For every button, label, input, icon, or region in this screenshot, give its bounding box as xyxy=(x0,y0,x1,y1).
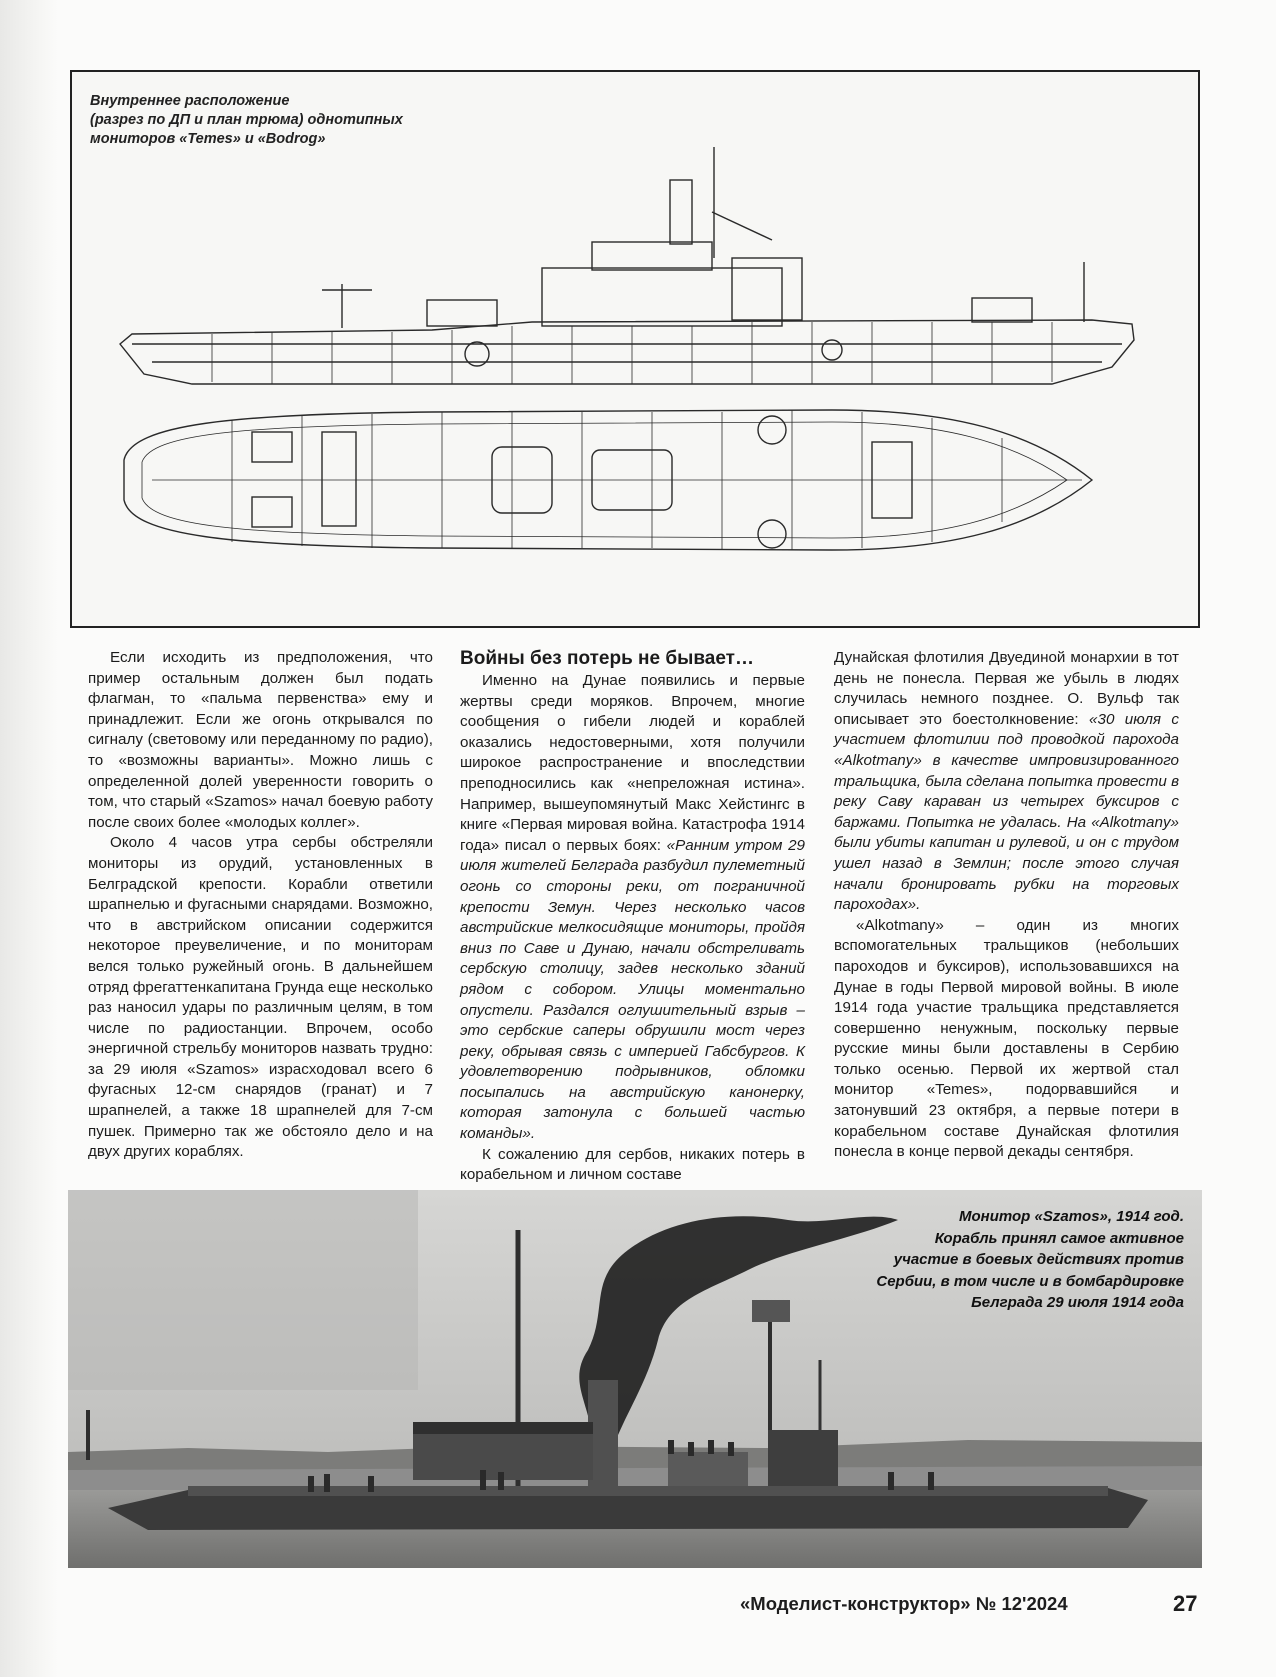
ship-drawing xyxy=(72,72,1202,630)
footer-journal-title: «Моделист-конструктор» № 12'2024 xyxy=(740,1593,1068,1614)
superstructure xyxy=(542,268,782,326)
photo-caption-line: Корабль принял самое активное xyxy=(934,1229,1184,1247)
page-gutter-shadow xyxy=(0,0,58,1677)
text-column-2 xyxy=(460,648,805,1186)
drawing-caption-line: мониторов «Temes» и «Bodrog» xyxy=(90,131,326,147)
paragraph xyxy=(460,671,805,1145)
photo-caption xyxy=(754,1206,1184,1314)
ship-drawing-figure xyxy=(70,70,1200,628)
turret-fore-upper xyxy=(758,416,786,444)
paragraph: К сожалению для сербов, никаких потерь в корабельном и личном составе xyxy=(460,1145,805,1184)
paragraph: «Alkotmany» – один из многих вспомогательных тральщиков (небольших пароходов и буксиров), использовавшихся на Дунае в годы Первой мировой войны. В июле 1914 года участие тральщика представляется совершенно ненужным, поскольку первые русские мины были доставлены в Сербию только осенью. Первой их жертвой стал монитор «Temes», подорвавшийся и затонувший 23 октября, а первые потери в корабельном составе Дунайская флотилия понесла в конце первой декады сентября. xyxy=(834,916,1179,1161)
quote-text: «30 июля с участием флотилии под проводкой парохода «Alkotmany» в качестве импровизированного тральщика, была сделана попытка провести в реку Саву караван из четырех буксиров с баржами. Попытка не удалась. На «Alkotmany» были убиты капитан и рулевой, и он с трудом ушел назад в Землин; после этого случая начали бронировать рубки на торговых пароходах». xyxy=(834,710,1179,914)
paragraph: Если исходить из предположения, что пример остальным должен был подать флагман, то «пальма первенства» ему и принадлежит. Если же огонь открывался по сигналу (световому или переданному по радио), то «возможны варианты». Можно лишь с определенной долей уверенности говорить о том, что старый «Szamos» начал боевую работу после своих более «молодых коллег». xyxy=(88,649,433,831)
page-number: 27 xyxy=(1173,1591,1198,1616)
paragraph: Около 4 часов утра сербы обстреляли мониторы из орудий, установленных в Белградской крепости. Корабли ответили шрапнелью и фугасными снарядами. Возможно, что в австрийском описании содержится некоторое преувеличение, и по мониторам велся только ружейный огонь. В дальнейшем отряд фрегаттенкапитана Грунда еще несколько раз наносил удары по различным целям, в том числе по радиостанции. Впрочем, особо энергичной стрельбу мониторов назвать трудно: за 29 июля «Szamos» израсходовал всего 6 фугасных 12-см снарядов (гранат) и 7 шрапнелей, а также 18 шрапнелей для 7-см пушек. Примерно так же обстояло дело и на двух других кораблях. xyxy=(88,834,433,1161)
paragraph xyxy=(834,648,1179,916)
photo-caption-line: участие в боевых действиях против xyxy=(893,1251,1184,1268)
drawing-caption-line: (разрез по ДП и план трюма) однотипных xyxy=(90,112,403,128)
funnel xyxy=(670,180,692,244)
text-column-3 xyxy=(834,648,1179,1163)
text-column-1 xyxy=(88,648,433,1163)
photo-caption-line: Сербии, в том числе и в бомбардировке xyxy=(876,1272,1184,1290)
turret-fore-lower xyxy=(758,520,786,548)
quote-text: «Ранним утром 29 июля жителей Белграда разбудил пулеметный огонь со стороны реки, от пограничной крепости Земун. Через несколько часов австрийские мелкосидящие мониторы, пройдя вниз по Саве и Дунаю, начали обстреливать сербскую столицу, задев несколько зданий рядом с собором. Улицы моментально опустели. Раздался оглушительный взрыв – это сербские саперы обрушили мост через реку, обрывая связь с империей Габсбургов. К удовлетворению подрывников, обломки посыпались на австрийскую канонерку, которая затонула с большей частью команды». xyxy=(460,836,806,1143)
section-heading: Войны без потерь не бывает… xyxy=(460,648,754,669)
drawing-caption xyxy=(90,92,450,149)
photo-caption-line: Белграда 29 июля 1914 года xyxy=(971,1294,1184,1311)
ship-photo-figure xyxy=(68,1190,1202,1568)
photo-caption-line: Монитор «Szamos», 1914 год. xyxy=(959,1208,1184,1225)
drawing-caption-line: Внутреннее расположение xyxy=(90,93,290,109)
paragraph-text: Именно на Дунае появились и первые жертвы среди моряков. Впрочем, многие сообщения о гибели людей и кораблей оказались недостоверными, хотя получили широкое распространение и впоследствии преподносились как «непреложная истина». Например, вышеупомянутый Макс Хейстингс в книге «Первая мировая война. Катастрофа 1914 года» писал о первых боях: xyxy=(460,672,805,854)
paragraph-text: Дунайская флотилия Двуединой монархии в тот день не понесла. Первая же убыль в людях случилась немного позднее. О. Вульф так описывает это боестолкновение: xyxy=(834,649,1179,728)
